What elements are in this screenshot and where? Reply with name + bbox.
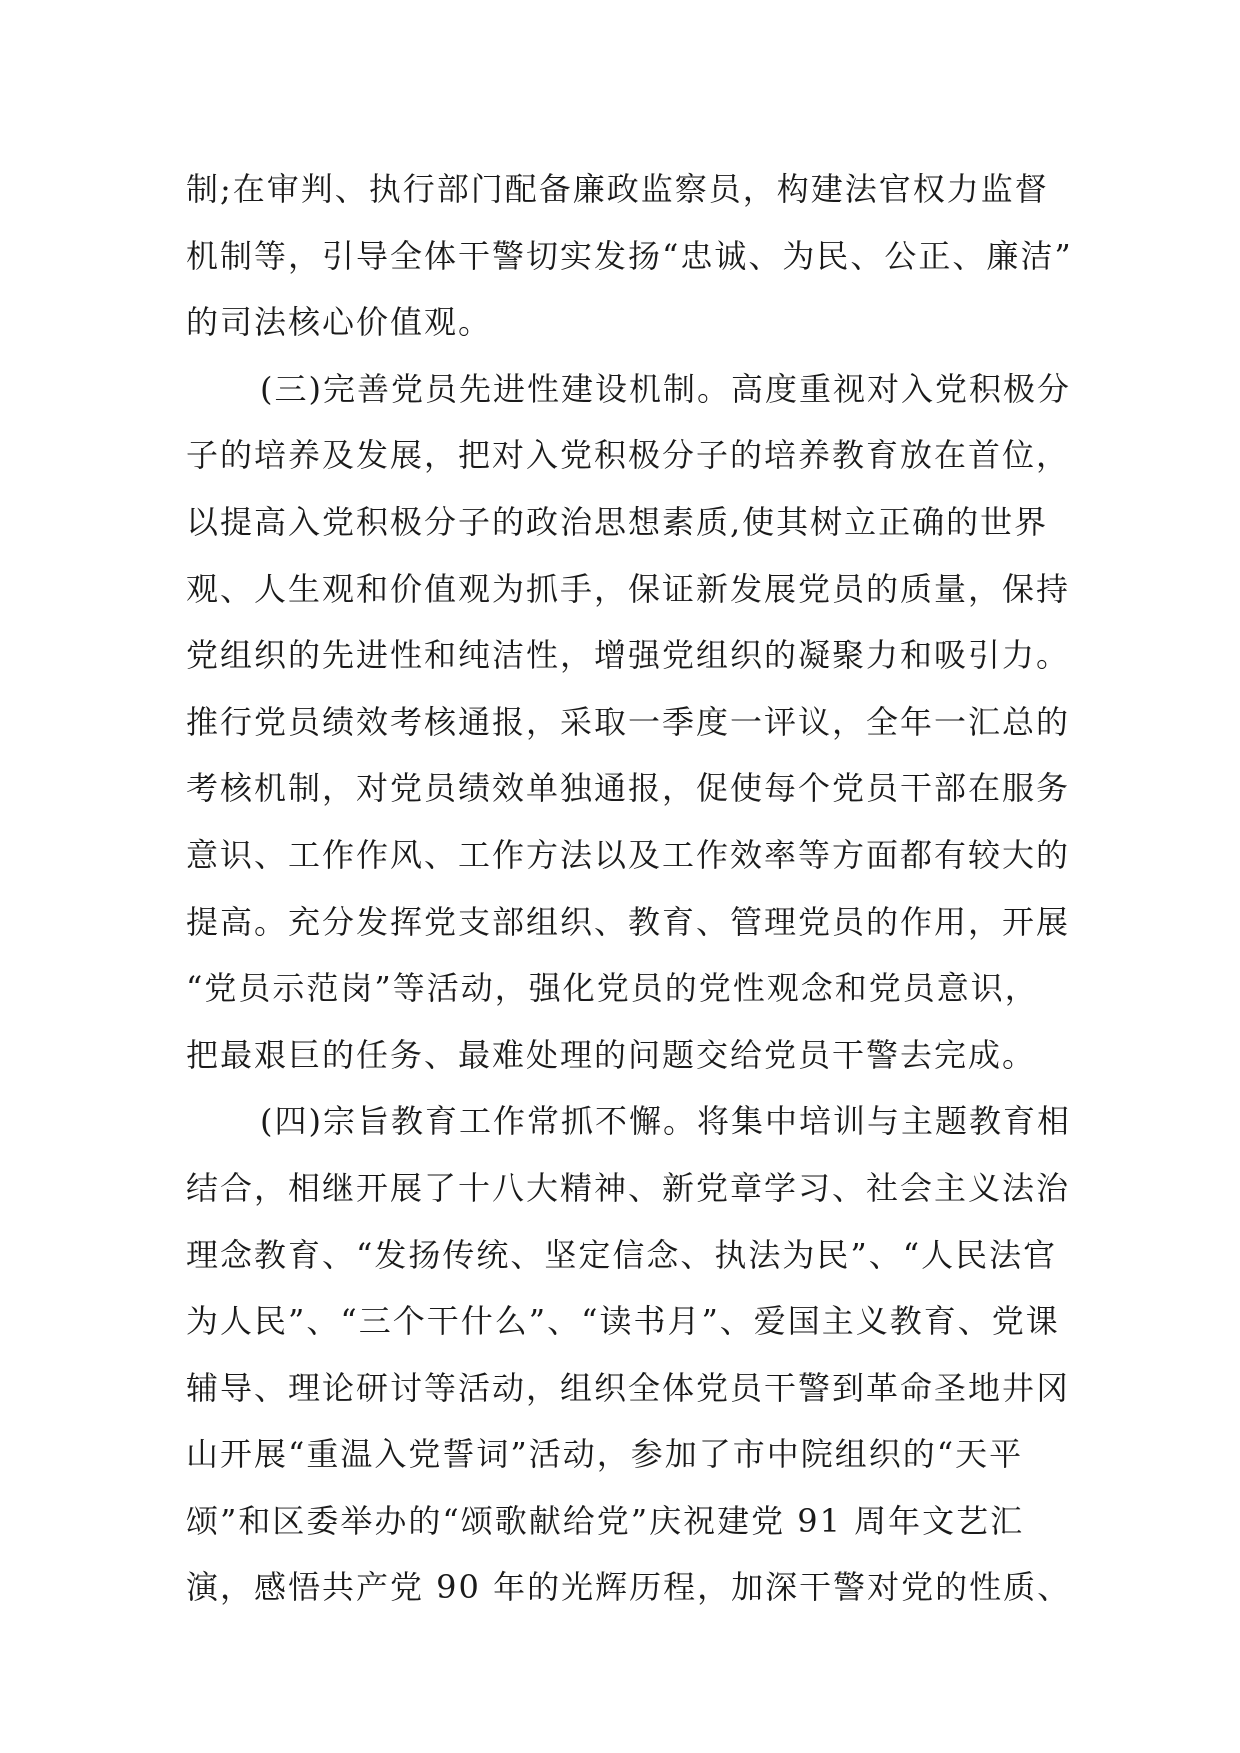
text-line: 演，感悟共产党 90 年的光辉历程，加深干警对党的性质、 bbox=[186, 1568, 1072, 1607]
body-text bbox=[186, 156, 1073, 1621]
text-line: 推行党员绩效考核通报，采取一季度一评议，全年一汇总的 bbox=[186, 702, 1071, 741]
text-line: 以提高入党积极分子的政治思想素质,使其树立正确的世界 bbox=[186, 502, 1049, 541]
text-line: 机制等，引导全体干警切实发扬“忠诚、为民、公正、廉洁” bbox=[186, 236, 1073, 275]
text-line: 的司法核心价值观。 bbox=[186, 303, 493, 342]
text-line: 子的培养及发展，把对入党积极分子的培养教育放在首位， bbox=[186, 436, 1071, 475]
text-line: 意识、工作作风、工作方法以及工作效率等方面都有较大的 bbox=[186, 835, 1071, 874]
text-line: 结合，相继开展了十八大精神、新党章学习、社会主义法治 bbox=[186, 1168, 1071, 1207]
text-line: 把最艰巨的任务、最难处理的问题交给党员干警去完成。 bbox=[186, 1035, 1037, 1074]
text-line: 山开展“重温入党誓词”活动，参加了市中院组织的“天平 bbox=[186, 1435, 1024, 1474]
text-line: 提高。充分发挥党支部组织、教育、管理党员的作用，开展 bbox=[186, 902, 1071, 941]
text-line: “党员示范岗”等活动，强化党员的党性观念和党员意识， bbox=[186, 969, 1039, 1008]
text-line: 为人民”、“三个干什么”、“读书月”、爱国主义教育、党课 bbox=[186, 1302, 1060, 1341]
section-four-heading-line: (四)宗旨教育工作常抓不懈。将集中培训与主题教育相 bbox=[260, 1102, 1071, 1141]
text-line: 辅导、理论研讨等活动，组织全体党员干警到革命圣地井冈 bbox=[186, 1368, 1071, 1407]
text-line: 理念教育、“发扬传统、坚定信念、执法为民”、“人民法官 bbox=[186, 1235, 1058, 1274]
text-line: 党组织的先进性和纯洁性，增强党组织的凝聚力和吸引力。 bbox=[186, 636, 1071, 675]
text-line: 考核机制，对党员绩效单独通报，促使每个党员干部在服务 bbox=[186, 769, 1071, 808]
text-line: 观、人生观和价值观为抓手，保证新发展党员的质量，保持 bbox=[186, 569, 1071, 608]
section-three-heading-line: (三)完善党员先进性建设机制。高度重视对入党积极分 bbox=[260, 369, 1071, 408]
text-line: 制;在审判、执行部门配备廉政监察员，构建法官权力监督 bbox=[186, 170, 1049, 208]
text-line: 颂”和区委举办的“颂歌献给党”庆祝建党 91 周年文艺汇 bbox=[186, 1501, 1025, 1540]
